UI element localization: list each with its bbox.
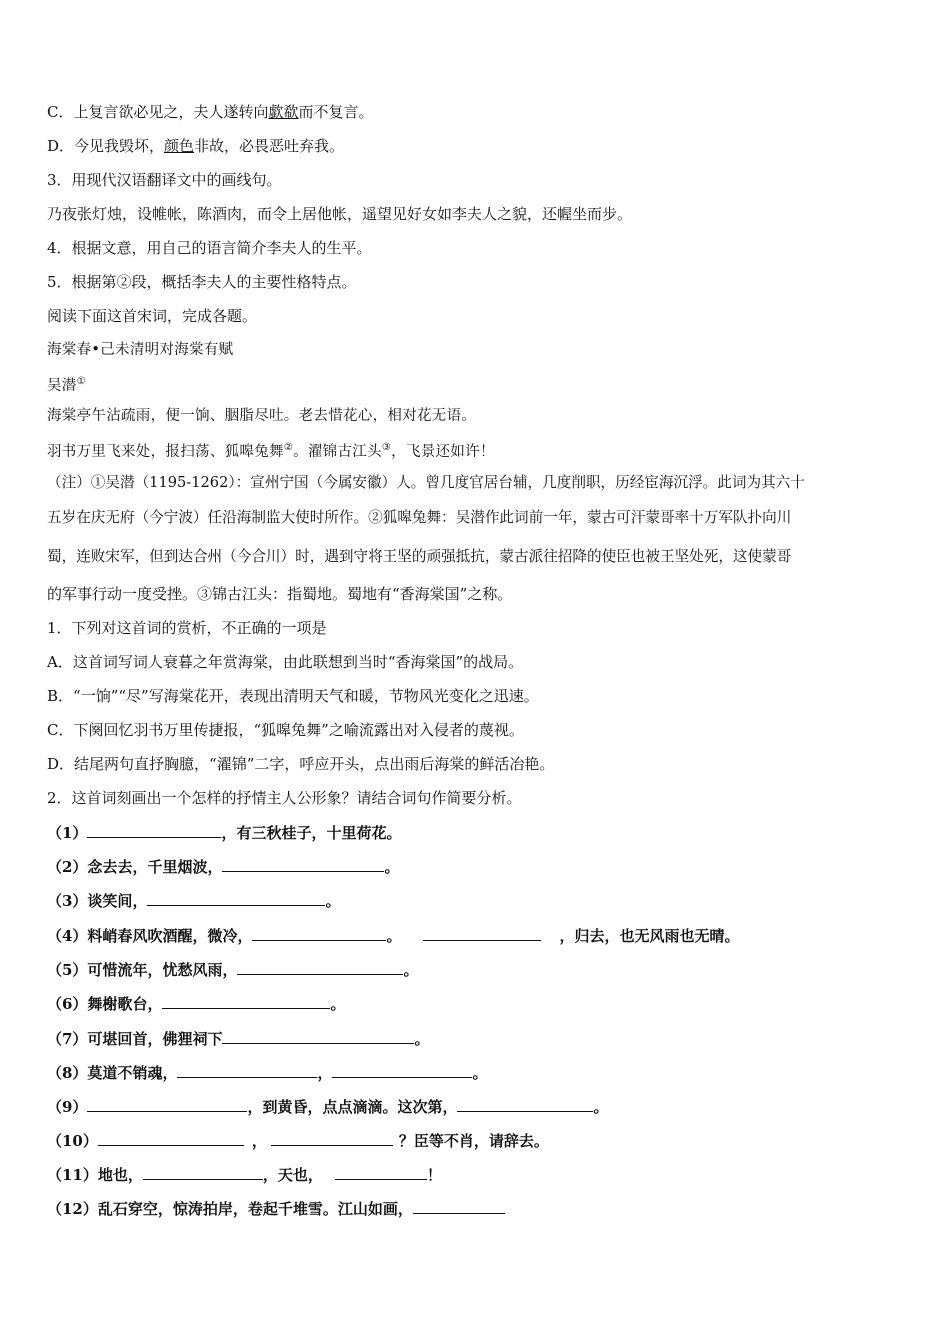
answer-blank[interactable] [222,1028,414,1044]
answer-blank[interactable] [87,1096,247,1112]
note-line-1: （注）①吴潜（1195-1262）：宣州宁国（今属安徽）人。曾几度官居台辅，几度削职，历经宦海沉浮。此词为其六十 [47,474,805,491]
answer-blank[interactable] [237,959,403,975]
answer-blank[interactable] [87,822,221,838]
fill-7: （7）可堪回首，佛狸祠下 。 [47,1030,430,1048]
note-line-3: 蜀，连败宋军，但到达合州（今合川）时，遇到守将王坚的顽强抵抗，蒙古派往招降的使臣也被王坚处死，这使蒙哥 [47,548,792,565]
fill-2: （2）念去去，千里烟波， 。 [47,858,400,876]
answer-blank[interactable] [162,993,330,1009]
answer-blank[interactable] [332,1062,472,1078]
question-3-sentence: 乃夜张灯烛，设帷帐，陈酒肉，而令上居他帐，遥望见好女如李夫人之貌，还幄坐而步。 [47,205,633,223]
fill-3: （3）谈笑间， 。 [47,892,341,910]
fill-8: （8）莫道不销魂， ， 。 [47,1064,488,1082]
poem-intro: 阅读下面这首宋词，完成各题。 [47,307,258,325]
underlined-word: 歔欷 [268,103,299,121]
question-1: 1．下列对这首词的赏析，不正确的一项是 [47,619,327,637]
answer-blank[interactable] [222,856,384,872]
answer-blank[interactable] [252,925,386,941]
answer-blank[interactable] [413,1198,505,1214]
poem-line-1: 海棠亭午沾疏雨，便一饷、胭脂尽吐。老去惜花心，相对花无语。 [47,408,477,424]
answer-blank[interactable] [271,1130,393,1146]
answer-blank[interactable] [177,1062,317,1078]
note-line-4: 的军事行动一度受挫。③锦古江头：指蜀地。蜀地有“香海棠国”之称。 [47,585,513,603]
answer-blank[interactable] [457,1096,593,1112]
fill-11: （11）地也， ，天也， ！ [47,1166,442,1184]
answer-blank[interactable] [335,1164,427,1180]
option-d-prev: D．今见我毁坏，颜色非故，必畏恶吐弃我。 [47,137,345,155]
fill-1: （1） ，有三秋桂子，十里荷花。 [47,824,402,842]
question-2: 2．这首词刻画出一个怎样的抒情主人公形象？请结合词句作简要分析。 [47,789,522,807]
poem-author: 吴潜① [47,376,86,394]
question-3: 3．用现代汉语翻译文中的画线句。 [47,171,282,189]
answer-blank[interactable] [143,1164,263,1180]
underlined-word: 颜色 [164,137,195,155]
option-d: D．结尾两句直抒胸臆，“濯锦”二字，呼应开头，点出雨后海棠的鲜活冶艳。 [47,755,555,773]
fill-9: （9） ，到黄昏，点点滴滴。这次第， 。 [47,1098,609,1116]
question-5: 5．根据第②段，概括李夫人的主要性格特点。 [47,273,357,291]
answer-blank[interactable] [98,1130,244,1146]
fill-10: （10） ， ？臣等不肖，请辞去。 [47,1132,549,1150]
option-b: B．“一饷”“尽”写海棠花开，表现出清明天气和暖，节物风光变化之迅速。 [47,687,539,705]
option-a: A．这首词写词人衰暮之年赏海棠，由此联想到当时“香海棠国”的战局。 [47,653,524,671]
option-c-prev: C．上复言欲必见之，夫人遂转向歔欷而不复言。 [47,103,374,121]
option-c: C．下阕回忆羽书万里传捷报，“狐嗥兔舞”之喻流露出对入侵者的蔑视。 [47,721,524,739]
note-line-2: 五岁在庆无府（今宁波）任沿海制监大使时所作。②狐嗥兔舞：吴潜作此词前一年，蒙古可汗蒙哥率十万军队扑向川 [47,509,792,526]
question-4: 4．根据文意，用自己的语言简介李夫人的生平。 [47,239,372,257]
poem-line-2: 羽书万里飞来处，报扫荡、狐嗥兔舞②。濯锦古江头③，飞景还如许！ [47,442,495,460]
fill-5: （5）可惜流年，忧愁风雨， 。 [47,961,419,979]
fill-6: （6）舞榭歌台， 。 [47,995,346,1013]
answer-blank[interactable] [147,890,325,906]
fill-4: （4）料峭春风吹酒醒，微冷， 。 ，归去，也无风雨也无晴。 [47,927,740,945]
answer-blank[interactable] [423,925,541,941]
poem-title: 海棠春•己未清明对海棠有赋 [47,342,234,358]
fill-12: （12）乱石穿空，惊涛拍岸，卷起千堆雪。江山如画， [47,1198,505,1219]
